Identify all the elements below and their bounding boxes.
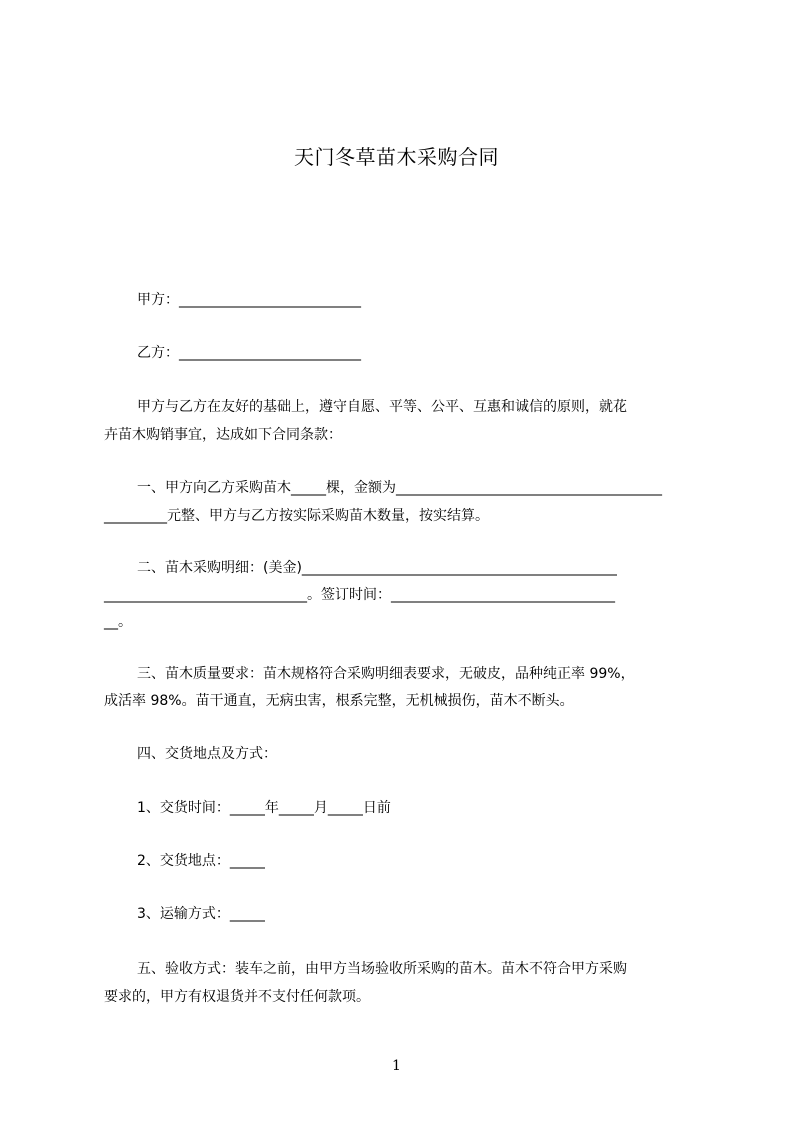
clause4-item-transport: 3、运输方式：_____ [137, 906, 265, 922]
clause3-line-2: 成活率 98%。苗干通直，无病虫害，根系完整，无机械损伤，苗木不断头。 [104, 693, 574, 709]
clause4-heading: 四、交货地点及方式： [137, 746, 277, 762]
document-title: 天门冬草苗木采购合同 [294, 145, 499, 169]
clause2-line-2: _____________________________。签订时间：________________________________ [104, 587, 615, 603]
clause1-line-2: _________元整、甲方与乙方按实际采购苗木数量，按实结算。 [104, 508, 489, 524]
clause5-line-2: 要求的，甲方有权退货并不支付任何款项。 [104, 989, 370, 1005]
intro-line-1: 甲方与乙方在友好的基础上，遵守自愿、平等、公平、互惠和诚信的原则，就花 [137, 399, 627, 415]
intro-line-2: 卉苗木购销事宜，达成如下合同条款： [104, 427, 342, 443]
party-a-line: 甲方：__________________________ [137, 292, 361, 308]
clause2-line-3: __。 [104, 614, 132, 630]
clause2-line-1: 二、苗木采购明细：(美金)_____________________________________________ [137, 560, 617, 576]
clause1-line-1: 一、甲方向乙方采购苗木_____棵，金额为______________________________________ [137, 480, 662, 496]
clause5-line-1: 五、验收方式：装车之前，由甲方当场验收所采购的苗木。苗木不符合甲方采购 [137, 961, 627, 977]
clause4-item-delivery-place: 2、交货地点：_____ [137, 853, 265, 869]
clause4-item-delivery-time: 1、交货时间：_____年_____月_____日前 [137, 800, 391, 816]
clause3-line-1: 三、苗木质量要求：苗木规格符合采购明细表要求，无破皮，品种纯正率 99%， [137, 666, 635, 682]
party-b-line: 乙方：__________________________ [137, 345, 361, 361]
page-number: 1 [392, 1058, 401, 1074]
